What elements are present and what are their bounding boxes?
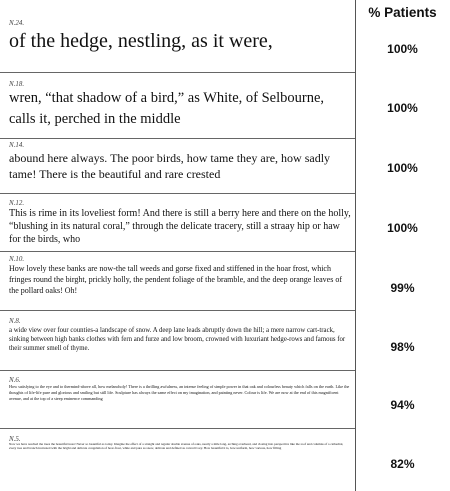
row-percent: 94%: [390, 398, 415, 412]
row-text: How lovely these banks are now-the tall weeds and gorse fixed and stiffened in the hoar frost, which fringes round the birght, prickly holly, the pendent foliage of the bramble, and the deep orange leaves of the pollard oaks! Oh!: [9, 264, 343, 295]
column-header-patients: % Patients: [368, 5, 437, 20]
row-percent: 100%: [387, 101, 418, 115]
row-id: N.6.: [9, 376, 21, 384]
row-id: N.10.: [9, 255, 25, 263]
row-divider: [0, 251, 355, 252]
row-percent: 100%: [387, 221, 418, 235]
row-id: N.5.: [9, 435, 21, 443]
row-text: How satisfying to the eye and to thermind-above all, how melancholy! There is a thrilling awfulness, an intense feeling of simple power in that oak and colourless beauty which falls on the earth. Like the thoughts of life-life pure and glorious and smiling but still life. Sculpture has always the same effect on my imagination, and painting never. Colour is life. We are now at the end of this magnificent avenue, and at the top of a steep eminence commanding: [9, 384, 350, 401]
row-percent: 98%: [390, 340, 415, 354]
row-percent: 82%: [390, 457, 415, 471]
row-id: N.18.: [9, 80, 25, 88]
column-divider: [355, 0, 356, 491]
row-divider: [0, 138, 355, 139]
row-percent: 100%: [387, 42, 418, 56]
row-text: wren, “that shadow of a bird,” as White, of Selbourne, calls it, perched in the middle: [9, 90, 325, 127]
row-percent: 100%: [387, 161, 418, 175]
row-id: N.14.: [9, 141, 25, 149]
row-divider: [0, 193, 355, 194]
row-text: This is rime in its loveliest form! And there is still a berry here and there on the holly, “blushing in its natural coral,” through the delicate tracery, still a straay hip or haw for the birds, who: [9, 208, 351, 245]
row-divider: [0, 428, 355, 429]
row-id: N.8.: [9, 317, 21, 325]
row-divider: [0, 310, 355, 311]
row-text: Now we have reached the trees the beautiful trees! Never so beautiful as today. Imagine the effect of a straight and regular double avenue of oaks, nearly a mile long, arching overhead, and closing into perspective like the roof and columns of a cathedral, every tree and branch incrusted with the bright and delicate congelation of hoar-frost, white and pure as snow, delicate and defined as carved ivory. How beautiful it is, how uniform, how various, how filling: [9, 442, 344, 451]
row-id: N.24.: [9, 19, 25, 27]
row-divider: [0, 72, 355, 73]
row-text: abound here always. The poor birds, how tame they are, how sadly tame! There is the beautiful and rare crested: [9, 151, 331, 181]
row-percent: 99%: [390, 281, 415, 295]
row-text: of the hedge, nestling, as it were,: [9, 30, 273, 52]
row-id: N.12.: [9, 199, 25, 207]
row-text: a wide view over four counties-a landscape of snow. A deep lane leads abruptly down the hill; a mere narrow cart-track, sinking between high banks clothes with fern and furze and low broom, crowned with luxuriant hedge-rows and famous for their summer smell of thyme.: [9, 327, 346, 352]
row-divider: [0, 370, 355, 371]
